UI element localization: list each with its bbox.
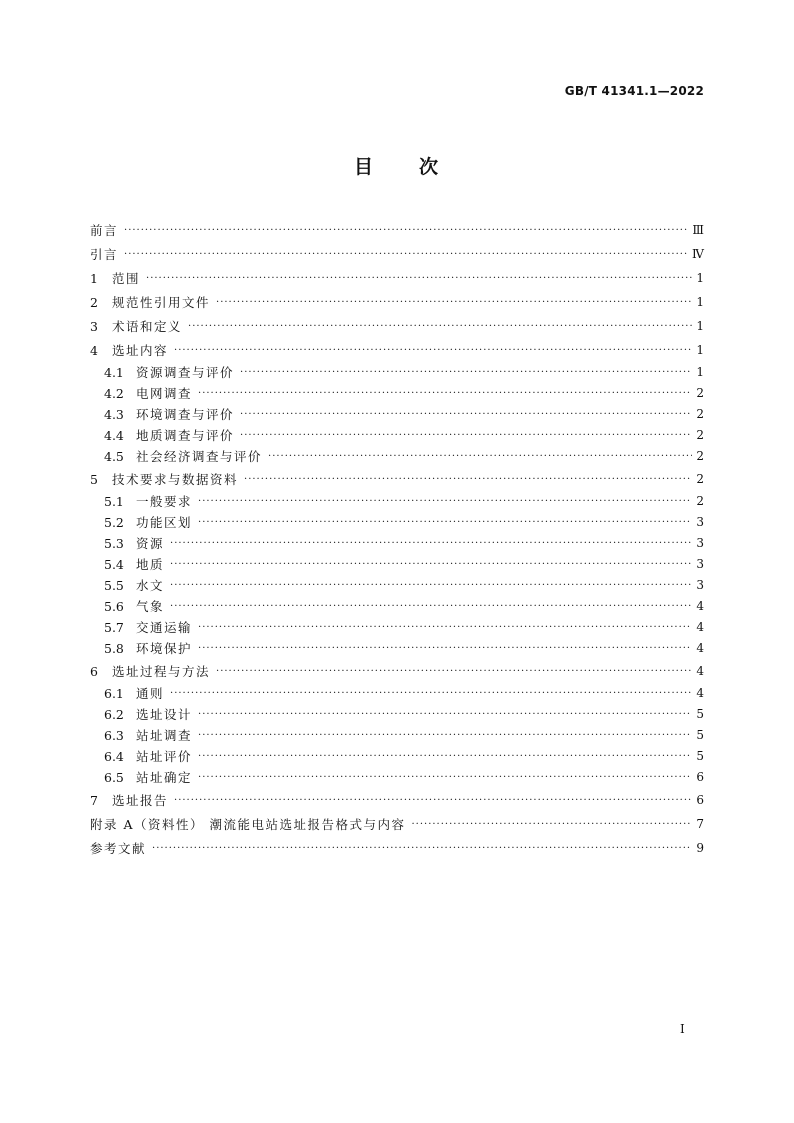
toc-entry-page: Ⅲ bbox=[692, 222, 704, 237]
toc-entry-number: 7 bbox=[90, 792, 98, 808]
toc-entry-page: 1 bbox=[696, 365, 704, 379]
toc-entry-label: 选址设计 bbox=[136, 707, 193, 722]
toc-entry-label: 术语和定义 bbox=[112, 318, 183, 334]
toc-leader-dots bbox=[124, 247, 688, 262]
toc-entry-label: 站址评价 bbox=[136, 749, 193, 764]
toc-entry-label: 引言 bbox=[90, 246, 119, 262]
toc-leader-dots bbox=[198, 749, 692, 764]
toc-leader-dots bbox=[146, 271, 692, 286]
toc-entry[interactable] bbox=[90, 746, 704, 767]
toc-entry-number: 2 bbox=[90, 294, 98, 310]
toc-entry[interactable] bbox=[90, 491, 704, 512]
toc-entry-label: 资源调查与评价 bbox=[136, 365, 235, 380]
toc-entry-label: 选址内容 bbox=[112, 342, 169, 358]
toc-entry-page: 6 bbox=[696, 770, 704, 784]
toc-entry-label: 资源 bbox=[136, 536, 165, 551]
toc-entry-label: 规范性引用文件 bbox=[112, 294, 211, 310]
toc-entry-page: 6 bbox=[696, 792, 704, 807]
toc-entry-number: 4.4 bbox=[104, 428, 124, 443]
toc-entry-page: 1 bbox=[696, 294, 704, 309]
toc-entry-page: 2 bbox=[696, 407, 704, 421]
toc-leader-dots bbox=[240, 407, 692, 422]
toc-entry-page: 3 bbox=[696, 578, 704, 592]
toc-entry-label: 交通运输 bbox=[136, 620, 193, 635]
toc-leader-dots bbox=[124, 223, 688, 238]
toc-entry[interactable] bbox=[90, 242, 704, 266]
toc-entry-label: 电网调查 bbox=[136, 386, 193, 401]
toc-entry[interactable] bbox=[90, 683, 704, 704]
toc-leader-dots bbox=[198, 386, 692, 401]
toc-entry[interactable] bbox=[90, 596, 704, 617]
toc-entry-number: 6.4 bbox=[104, 749, 124, 764]
toc-leader-dots bbox=[170, 536, 692, 551]
title-char-1: 目 bbox=[353, 156, 375, 178]
standard-number: GB/T 41341.1—2022 bbox=[564, 84, 704, 98]
toc-entry[interactable] bbox=[90, 425, 704, 446]
toc-entry-label: 水文 bbox=[136, 578, 165, 593]
toc-entry-page: 2 bbox=[696, 386, 704, 400]
toc-entry-page: 4 bbox=[696, 620, 704, 634]
toc-entry[interactable] bbox=[90, 554, 704, 575]
toc-entry-page: 1 bbox=[696, 318, 704, 333]
toc-entry-number: 3 bbox=[90, 318, 98, 334]
toc-entry[interactable] bbox=[90, 314, 704, 338]
toc-entry-number: 5.5 bbox=[104, 578, 124, 593]
toc-entry-number: 6.3 bbox=[104, 728, 124, 743]
toc-leader-dots bbox=[188, 319, 692, 334]
toc-entry[interactable] bbox=[90, 467, 704, 491]
toc-entry-number: 6 bbox=[90, 663, 98, 679]
toc-entry-label: 社会经济调查与评价 bbox=[136, 449, 263, 464]
toc-entry-page: 2 bbox=[696, 449, 704, 463]
toc-entry-label: 一般要求 bbox=[136, 494, 193, 509]
toc-entry-page: 4 bbox=[696, 663, 704, 678]
toc-entry-number: 4.3 bbox=[104, 407, 124, 422]
toc-entry[interactable] bbox=[90, 704, 704, 725]
toc-entry-page: 3 bbox=[696, 536, 704, 550]
toc-entry[interactable] bbox=[90, 788, 704, 812]
toc-leader-dots bbox=[411, 817, 692, 832]
toc-leader-dots bbox=[198, 515, 692, 530]
toc-leader-dots bbox=[152, 841, 692, 856]
toc-leader-dots bbox=[170, 686, 692, 701]
toc-entry-page: 5 bbox=[696, 749, 704, 763]
toc-entry-number: 5 bbox=[90, 471, 98, 487]
toc-entry[interactable] bbox=[90, 404, 704, 425]
toc-entry[interactable] bbox=[90, 638, 704, 659]
toc-entry-page: 9 bbox=[696, 840, 704, 855]
toc-entry-number: 4 bbox=[90, 342, 98, 358]
toc-entry-page: 2 bbox=[696, 494, 704, 508]
toc-entry[interactable] bbox=[90, 362, 704, 383]
toc-entry[interactable] bbox=[90, 266, 704, 290]
toc-entry-number: 4.1 bbox=[104, 365, 124, 380]
toc-entry-number: 5.4 bbox=[104, 557, 124, 572]
toc-entry-number: 5.2 bbox=[104, 515, 124, 530]
toc-leader-dots bbox=[240, 428, 692, 443]
page-folio: I bbox=[680, 1022, 685, 1036]
toc-entry[interactable] bbox=[90, 383, 704, 404]
toc-entry-page: 2 bbox=[696, 471, 704, 486]
toc-entry-label: 选址过程与方法 bbox=[112, 663, 211, 679]
toc-entry-page: 5 bbox=[696, 728, 704, 742]
toc-entry-label: 环境调查与评价 bbox=[136, 407, 235, 422]
toc-entry[interactable] bbox=[90, 290, 704, 314]
table-of-contents bbox=[90, 218, 704, 860]
toc-entry-label: 选址报告 bbox=[112, 792, 169, 808]
toc-entry-label: 地质 bbox=[136, 557, 165, 572]
toc-entry-number: 6.5 bbox=[104, 770, 124, 785]
toc-leader-dots bbox=[216, 295, 692, 310]
toc-leader-dots bbox=[198, 728, 692, 743]
toc-entry[interactable] bbox=[90, 338, 704, 362]
toc-leader-dots bbox=[240, 365, 692, 380]
toc-entry-page: 7 bbox=[696, 816, 704, 831]
toc-entry[interactable] bbox=[90, 725, 704, 746]
toc-entry-label: 站址调查 bbox=[136, 728, 193, 743]
toc-entry-label: 环境保护 bbox=[136, 641, 193, 656]
toc-leader-dots bbox=[174, 343, 692, 358]
toc-entry-label: 参考文献 bbox=[90, 840, 147, 856]
page-title bbox=[0, 152, 794, 179]
toc-entry-number: 4.2 bbox=[104, 386, 124, 401]
toc-entry-label: 前言 bbox=[90, 222, 119, 238]
toc-entry-page: 3 bbox=[696, 557, 704, 571]
toc-entry-page: 3 bbox=[696, 515, 704, 529]
toc-entry-number: 6.2 bbox=[104, 707, 124, 722]
toc-entry-number: 1 bbox=[90, 270, 98, 286]
toc-entry-label: 技术要求与数据资料 bbox=[112, 471, 239, 487]
toc-leader-dots bbox=[174, 793, 692, 808]
toc-leader-dots bbox=[170, 557, 692, 572]
toc-entry-page: 4 bbox=[696, 686, 704, 700]
toc-leader-dots bbox=[170, 599, 692, 614]
toc-leader-dots bbox=[268, 449, 692, 464]
toc-entry-label: 附录 A（资料性） 潮流能电站选址报告格式与内容 bbox=[90, 816, 406, 832]
toc-entry[interactable] bbox=[90, 575, 704, 596]
toc-entry-number: 5.7 bbox=[104, 620, 124, 635]
toc-entry-page: 4 bbox=[696, 599, 704, 613]
toc-leader-dots bbox=[198, 641, 692, 656]
toc-entry-page: 1 bbox=[696, 342, 704, 357]
toc-entry[interactable] bbox=[90, 767, 704, 788]
toc-entry-page: Ⅳ bbox=[692, 246, 704, 261]
toc-leader-dots bbox=[198, 770, 692, 785]
title-char-2: 次 bbox=[419, 156, 441, 178]
toc-entry[interactable] bbox=[90, 659, 704, 683]
toc-entry-label: 站址确定 bbox=[136, 770, 193, 785]
toc-entry-number: 5.8 bbox=[104, 641, 124, 656]
toc-leader-dots bbox=[216, 664, 692, 679]
toc-entry[interactable] bbox=[90, 218, 704, 242]
toc-entry-label: 地质调查与评价 bbox=[136, 428, 235, 443]
toc-entry-page: 4 bbox=[696, 641, 704, 655]
toc-entry-page: 5 bbox=[696, 707, 704, 721]
toc-entry[interactable] bbox=[90, 446, 704, 467]
toc-leader-dots bbox=[198, 707, 692, 722]
toc-entry-label: 功能区划 bbox=[136, 515, 193, 530]
toc-entry-label: 气象 bbox=[136, 599, 165, 614]
toc-leader-dots bbox=[244, 472, 692, 487]
toc-leader-dots bbox=[170, 578, 692, 593]
toc-entry[interactable] bbox=[90, 812, 704, 836]
toc-leader-dots bbox=[198, 620, 692, 635]
toc-entry[interactable] bbox=[90, 512, 704, 533]
toc-leader-dots bbox=[198, 494, 692, 509]
toc-entry-page: 1 bbox=[696, 270, 704, 285]
toc-entry-label: 通则 bbox=[136, 686, 165, 701]
toc-entry-number: 5.3 bbox=[104, 536, 124, 551]
toc-entry[interactable] bbox=[90, 617, 704, 638]
toc-entry-number: 4.5 bbox=[104, 449, 124, 464]
toc-entry-number: 6.1 bbox=[104, 686, 124, 701]
toc-entry-number: 5.6 bbox=[104, 599, 124, 614]
toc-entry[interactable] bbox=[90, 533, 704, 554]
toc-entry-page: 2 bbox=[696, 428, 704, 442]
toc-entry[interactable] bbox=[90, 836, 704, 860]
toc-entry-number: 5.1 bbox=[104, 494, 124, 509]
toc-entry-label: 范围 bbox=[112, 270, 141, 286]
